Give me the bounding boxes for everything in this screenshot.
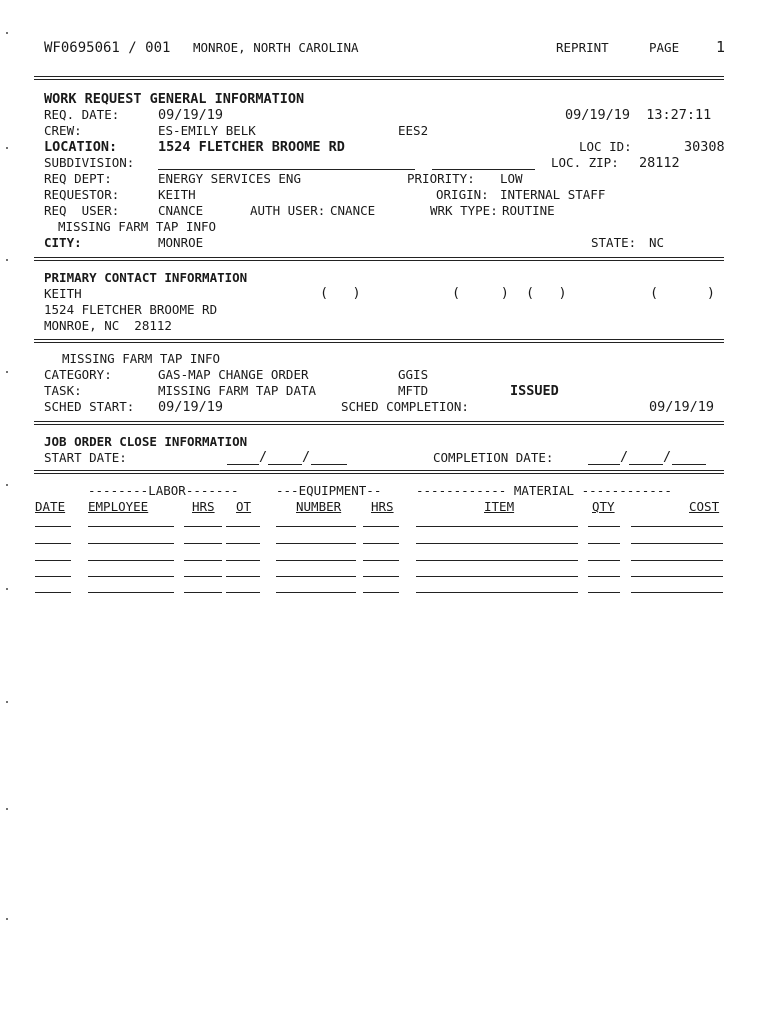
- blank-entry-line: [226, 526, 260, 527]
- loc-id: 30308: [684, 139, 725, 155]
- blank-entry-line: [631, 543, 723, 544]
- blank-entry-line: [363, 543, 399, 544]
- req-user-label: REQ USER:: [44, 203, 120, 218]
- margin-dot: [6, 32, 8, 34]
- req-dept-label: REQ DEPT:: [44, 171, 112, 186]
- start-date-day: [268, 464, 302, 465]
- requestor-label: REQUESTOR:: [44, 187, 120, 202]
- blank-entry-line: [363, 576, 399, 577]
- blank-entry-line: [184, 576, 222, 577]
- page-label: PAGE: [649, 40, 680, 55]
- status-badge: ISSUED: [510, 383, 559, 399]
- margin-dot: [6, 808, 8, 810]
- material-group-header: ------------ MATERIAL ------------: [416, 483, 672, 498]
- category-label: CATEGORY:: [44, 367, 112, 382]
- col-eq-hrs: HRS: [371, 499, 394, 514]
- col-qty: QTY: [592, 499, 615, 514]
- completion-date-day: [629, 464, 663, 465]
- margin-dot: [6, 147, 8, 149]
- blank-entry-line: [276, 592, 356, 593]
- date-slash: /: [259, 449, 268, 465]
- section-title-contact: PRIMARY CONTACT INFORMATION: [44, 270, 248, 285]
- contact-name: KEITH: [44, 286, 82, 301]
- blank-entry-line: [226, 560, 260, 561]
- state: NC: [649, 235, 665, 250]
- city: MONROE: [158, 235, 204, 250]
- crew-label: CREW:: [44, 123, 82, 138]
- col-ot: OT: [236, 499, 252, 514]
- start-date-label: START DATE:: [44, 450, 127, 465]
- blank-entry-line: [88, 592, 174, 593]
- subdivision-line: [158, 169, 415, 170]
- margin-dot: [6, 259, 8, 261]
- priority: LOW: [500, 171, 523, 186]
- auth-user: CNANCE: [330, 203, 376, 218]
- col-date: DATE: [35, 499, 66, 514]
- blank-entry-line: [416, 543, 578, 544]
- description: MISSING FARM TAP INFO: [58, 219, 217, 234]
- contact-phone-3: ( ): [526, 285, 567, 301]
- contact-phone-1: ( ): [320, 285, 361, 301]
- blank-entry-line: [88, 526, 174, 527]
- sched-start: 09/19/19: [158, 399, 224, 415]
- category-code: GGIS: [398, 367, 429, 382]
- crew-code: EES2: [398, 123, 429, 138]
- completion-date-year: [672, 464, 706, 465]
- state-label: STATE:: [591, 235, 637, 250]
- task-label: TASK:: [44, 383, 82, 398]
- task-code: MFTD: [398, 383, 429, 398]
- date-slash: /: [620, 449, 629, 465]
- section-divider: [34, 421, 724, 425]
- form-id: WF0695061 / 001: [44, 40, 171, 56]
- blank-entry-line: [226, 592, 260, 593]
- blank-entry-line: [631, 576, 723, 577]
- blank-entry-line: [184, 592, 222, 593]
- col-item: ITEM: [484, 499, 515, 514]
- contact-phone-2: ( ): [452, 285, 509, 301]
- blank-entry-line: [276, 576, 356, 577]
- req-user: CNANCE: [158, 203, 204, 218]
- reprint-label: REPRINT: [556, 40, 609, 55]
- loc-zip-label: LOC. ZIP:: [551, 155, 619, 170]
- blank-entry-line: [588, 560, 620, 561]
- blank-entry-line: [184, 543, 222, 544]
- margin-dot: [6, 918, 8, 920]
- loc-id-label: LOC ID:: [579, 139, 632, 154]
- blank-entry-line: [35, 526, 71, 527]
- category: GAS-MAP CHANGE ORDER: [158, 367, 309, 382]
- blank-entry-line: [588, 543, 620, 544]
- section-divider: [34, 257, 724, 261]
- section-divider: [34, 339, 724, 343]
- blank-entry-line: [416, 576, 578, 577]
- date-slash: /: [302, 449, 311, 465]
- blank-entry-line: [35, 543, 71, 544]
- labor-group-header: --------LABOR-------: [88, 483, 239, 498]
- blank-entry-line: [184, 526, 222, 527]
- blank-entry-line: [363, 560, 399, 561]
- sched-completion: 09/19/19: [649, 399, 715, 415]
- city-label: CITY:: [44, 235, 82, 250]
- col-employee: EMPLOYEE: [88, 499, 149, 514]
- loc-zip: 28112: [639, 155, 680, 171]
- blank-entry-line: [226, 543, 260, 544]
- blank-entry-line: [631, 592, 723, 593]
- location-label: LOCATION:: [44, 139, 118, 155]
- blank-entry-line: [184, 560, 222, 561]
- subdivision-label: SUBDIVISION:: [44, 155, 135, 170]
- req-date: 09/19/19: [158, 107, 224, 123]
- contact-phone-4: ( ): [650, 285, 716, 301]
- blank-entry-line: [35, 576, 71, 577]
- blank-entry-line: [631, 560, 723, 561]
- contact-city-state-zip: MONROE, NC 28112: [44, 318, 172, 333]
- location: 1524 FLETCHER BROOME RD: [158, 139, 345, 155]
- blank-entry-line: [226, 576, 260, 577]
- section-title-close: JOB ORDER CLOSE INFORMATION: [44, 434, 248, 449]
- task-title: MISSING FARM TAP INFO: [62, 351, 221, 366]
- start-date-month: [227, 464, 259, 465]
- blank-entry-line: [363, 592, 399, 593]
- section-divider: [34, 470, 724, 474]
- crew: ES-EMILY BELK: [158, 123, 256, 138]
- origin-label: ORIGIN:: [436, 187, 489, 202]
- blank-entry-line: [416, 592, 578, 593]
- col-number: NUMBER: [296, 499, 342, 514]
- blank-entry-line: [416, 526, 578, 527]
- wrk-type-label: WRK TYPE:: [430, 203, 498, 218]
- section-divider: [34, 76, 724, 80]
- timestamp: 09/19/19 13:27:11: [565, 107, 712, 123]
- sched-completion-label: SCHED COMPLETION:: [341, 399, 469, 414]
- equipment-group-header: ---EQUIPMENT--: [276, 483, 382, 498]
- blank-entry-line: [88, 576, 174, 577]
- blank-entry-line: [88, 543, 174, 544]
- col-hrs: HRS: [192, 499, 215, 514]
- blank-entry-line: [588, 576, 620, 577]
- subdivision-line-2: [432, 169, 535, 170]
- blank-entry-line: [276, 543, 356, 544]
- auth-user-label: AUTH USER:: [250, 203, 326, 218]
- margin-dot: [6, 484, 8, 486]
- blank-entry-line: [631, 526, 723, 527]
- col-cost: COST: [689, 499, 720, 514]
- start-date-year: [311, 464, 347, 465]
- origin: INTERNAL STAFF: [500, 187, 606, 202]
- completion-date-label: COMPLETION DATE:: [433, 450, 554, 465]
- blank-entry-line: [416, 560, 578, 561]
- blank-entry-line: [588, 592, 620, 593]
- task-name: MISSING FARM TAP DATA: [158, 383, 317, 398]
- blank-entry-line: [363, 526, 399, 527]
- completion-date-month: [588, 464, 620, 465]
- date-slash: /: [663, 449, 672, 465]
- blank-entry-line: [276, 560, 356, 561]
- blank-entry-line: [588, 526, 620, 527]
- req-date-label: REQ. DATE:: [44, 107, 120, 122]
- contact-address: 1524 FLETCHER BROOME RD: [44, 302, 218, 317]
- page-number: 1: [716, 38, 726, 56]
- blank-entry-line: [35, 592, 71, 593]
- sched-start-label: SCHED START:: [44, 399, 135, 414]
- wrk-type: ROUTINE: [502, 203, 555, 218]
- req-dept: ENERGY SERVICES ENG: [158, 171, 301, 186]
- priority-label: PRIORITY:: [407, 171, 475, 186]
- margin-dot: [6, 701, 8, 703]
- margin-dot: [6, 371, 8, 373]
- blank-entry-line: [35, 560, 71, 561]
- margin-dot: [6, 588, 8, 590]
- requestor: KEITH: [158, 187, 196, 202]
- blank-entry-line: [276, 526, 356, 527]
- blank-entry-line: [88, 560, 174, 561]
- place: MONROE, NORTH CAROLINA: [193, 40, 359, 55]
- section-title-general: WORK REQUEST GENERAL INFORMATION: [44, 91, 305, 107]
